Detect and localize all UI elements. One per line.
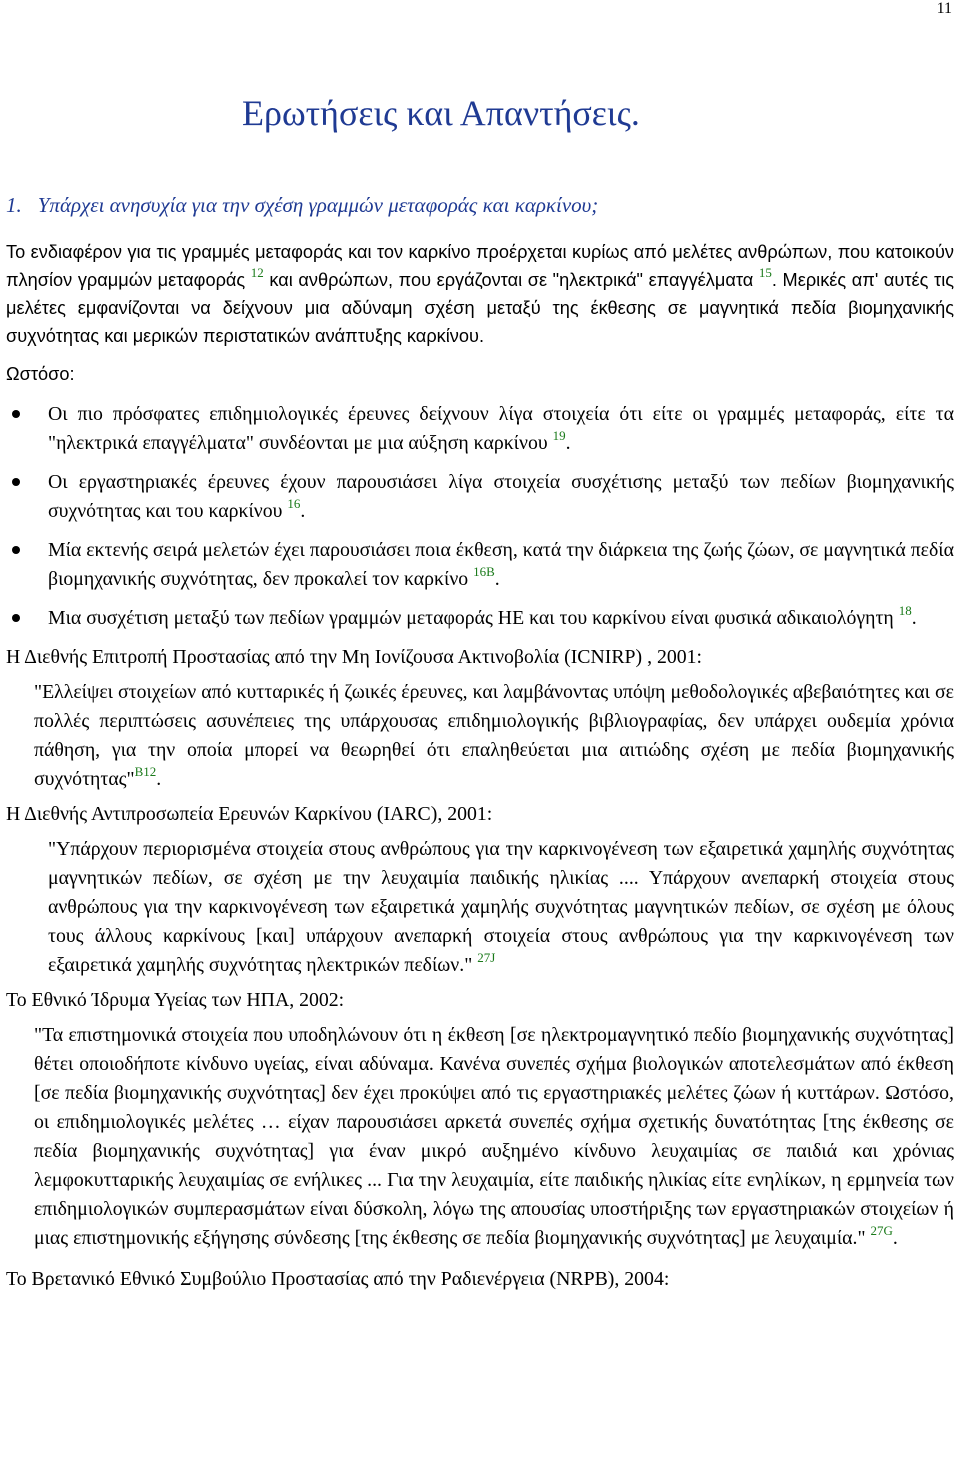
reference-27j: 27J [477,950,496,965]
reference-16b: 16B [473,564,495,579]
list-item-text: Μία εκτενής σειρά μελετών έχει παρουσιάσει ποια έκθεση, κατά την διάρκεια της ζωής ζώων, σε μαγνητικά πεδία βιομηχανικής συχνότητας, δεν προκαλεί τον καρκίνο [48,539,954,590]
bullet-icon [12,478,20,486]
reference-16: 16 [287,496,301,511]
icnirp-heading: Η Διεθνής Επιτροπή Προστασίας από την Μη Ιονίζουσα Ακτινοβολία (ICNIRP) , 2001: [6,646,703,668]
nrpb-heading: Το Βρετανικό Εθνικό Συμβούλιο Προστασίας από την Ραδιενέργεια (NRPB), 2004: [6,1268,670,1290]
main-content [6,238,954,1294]
intro-text-3: . Μερικές απ' αυτές τις μελέτες εμφανίζονται να δείχνουν μια αδύναμη σχέση μεταξύ της έκθεσης σε μαγνητικά πεδία βιομηχανικής συχνότητας και μερικών περιστατικών ανάπτυξης καρκίνου. [6,270,954,346]
iarc-quote [6,835,954,980]
page-number: 11 [936,0,952,17]
nih-quote [6,1021,954,1253]
iarc-heading: Η Διεθνής Αντιπροσωπεία Ερευνών Καρκίνου (IARC), 2001: [6,803,493,825]
findings-list [6,400,954,633]
intro-text-1: Το ενδιαφέρον για τις γραμμές μεταφοράς και τον καρκίνο προέρχεται κυρίως από μελέτες ανθρώπων, που κατοικούν πλησίον γραμμών μεταφοράς [6,242,954,290]
list-item [6,400,954,458]
icnirp-quote-text: "Ελλείψει στοιχείων από κυτταρικές ή ζωικές έρευνες, και λαμβάνοντας υπόψη μεθοδολογικές αβεβαιότητες και σε πολλές περιπτώσεις ασυνέπειες της υπάρχουσας επιδημιολογικής βιβλιογραφίας, δεν υπάρχει ουδεμία χρόνια πάθηση, για την οποία μπορεί να θεωρηθεί ότι επαληθεύεται μια αιτιώδης σχέση με πεδία βιομηχανικής συχνότητας" [34,681,954,790]
list-item-end: . [494,568,500,590]
list-item-text: Οι πιο πρόσφατες επιδημιολογικές έρευνες δείχνουν λίγα στοιχεία ότι είτε οι γραμμές μεταφοράς, είτε τα "ηλεκτρικά επαγγέλματα" συνδέονται με μια αύξηση καρκίνου [48,403,954,454]
iarc-quote-text: "Υπάρχουν περιορισμένα στοιχεία στους ανθρώπους για την καρκινογένεση των εξαιρετικά χαμηλής συχνότητας μαγνητικών πεδίων, σε σχέση με την λευχαιμία παιδικής ηλικίας .... Υπάρχουν ανεπαρκή στοιχεία στους ανθρώπους για την καρκινογένεση των εξαιρετικά χαμηλής συχνότητας μαγνητικών πεδίων, σε σχέση με όλους τους άλλους καρκίνους [και] υπάρχουν ανεπαρκή στοιχεία στους ανθρώπους για την καρκινογένεση των εξαιρετικά χαμηλής συχνότητας ηλεκτρικών πεδίων." [48,838,954,976]
intro-text-2: και ανθρώπων, που εργάζονται σε "ηλεκτρικά" επαγγέλματα [263,270,759,290]
nih-quote-end: . [892,1227,898,1249]
icnirp-quote-end: . [156,768,162,790]
list-item [6,468,954,526]
question-number: 1. [6,193,22,217]
nih-quote-text: "Τα επιστημονικά στοιχεία που υποδηλώνουν ότι η έκθεση [σε ηλεκτρομαγνητικό πεδίο βιομηχανικής συχνότητας] θέτει οποιοδήποτε κίνδυνο υγείας, είναι αδύναμα. Κανένα συνεπές σχήμα βιολογικών αποτελεσμάτων από έκθεση [σε πεδία βιομηχανικής συχνότητας] δεν έχει προκύψει από τις εργαστηριακές μελέτες ζώων ή κυττάρων. Ωστόσο, οι επιδημιολογικές μελέτες … είχαν παρουσιάσει αρκετά συνεπές σχήμα σχετικής δυνατότητας [της έκθεσης σε πεδία βιομηχανικής συχνότητας] για έναν μικρό αυξημένο κίνδυνο λευχαιμίας σε παιδιά και χρόνιας λεμφοκυτταρικής λευχαιμίας σε ενήλικες ... Για την λευχαιμία, είτε παιδικής ηλικίας είτε ενηλίκων, η ερμηνεία των επιδημιολογικών συμπερασμάτων είναι δύσκολη, λόγω της απουσίας υποστήριξης των εργαστηριακών στοιχείων ή μιας επιστημονικής εξήγησης σύνδεσης [της έκθεσης σε πεδία βιομηχανικής συχνότητας] με λευχαιμία." [34,1024,954,1249]
list-item [6,604,954,633]
question-heading [6,193,598,218]
reference-b12: B12 [134,764,157,779]
question-text: Υπάρχει ανησυχία για την σχέση γραμμών μεταφοράς και καρκίνου; [37,193,599,217]
bullet-icon [12,410,20,418]
reference-27g: 27G [870,1223,893,1238]
reference-19: 19 [552,428,566,443]
list-item-end: . [300,500,306,522]
intro-paragraph [6,238,954,350]
list-item-text: Μια συσχέτιση μεταξύ των πεδίων γραμμών μεταφοράς ΗΕ και του καρκίνου είναι φυσικά αδικαιολόγητη [48,607,899,629]
bullet-icon [12,546,20,554]
reference-18: 18 [898,603,912,618]
list-item [6,536,954,594]
icnirp-quote [6,678,954,794]
reference-12: 12 [250,265,264,280]
bullet-icon [12,614,20,622]
reference-15: 15 [758,265,772,280]
however-label: Ωστόσο: [6,364,75,384]
page-title: Ερωτήσεις και Απαντήσεις. [242,93,640,133]
nih-heading: Το Εθνικό Ίδρυμα Υγείας των ΗΠΑ, 2002: [6,989,345,1011]
list-item-end: . [565,432,571,454]
list-item-end: . [911,607,917,629]
list-item-text: Οι εργαστηριακές έρευνες έχουν παρουσιάσει λίγα στοιχεία συσχέτισης μεταξύ των πεδίων βιομηχανικής συχνότητας και του καρκίνου [48,471,954,522]
